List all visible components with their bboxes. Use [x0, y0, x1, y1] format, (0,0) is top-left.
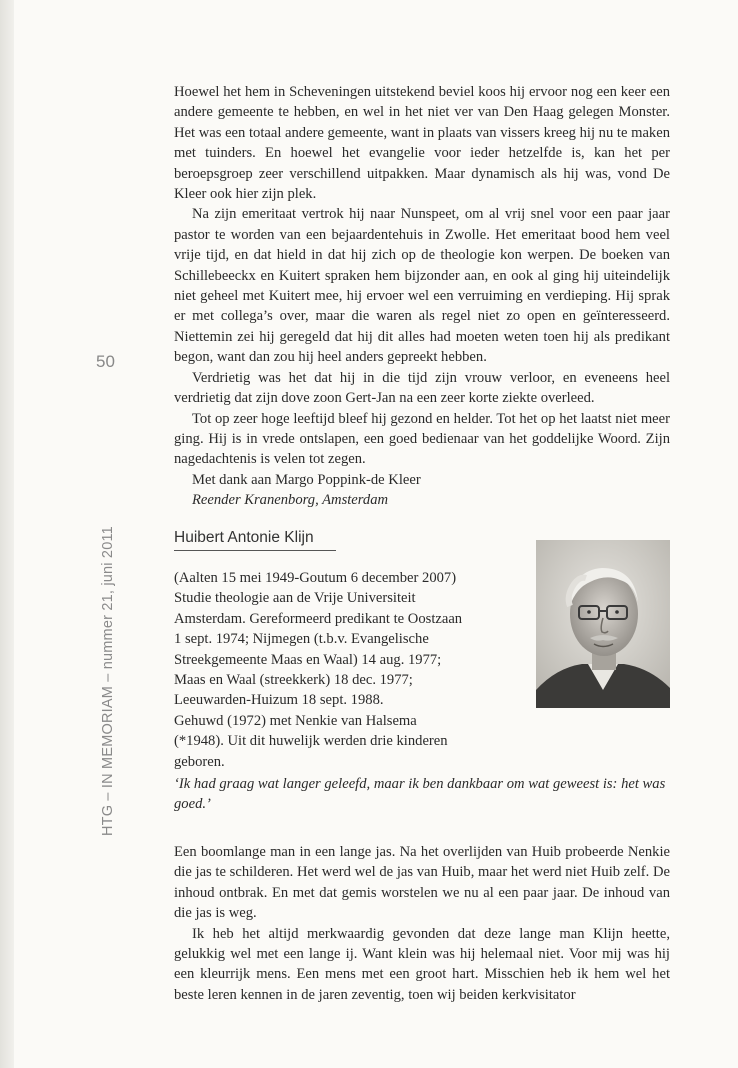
- body-paragraph: Verdrietig was het dat hij in die tijd zijn vrouw verloor, en eveneens heel verdrietig dat zijn dove zoon Gert-Jan na een zeer korte ziekte overleed.: [174, 369, 670, 407]
- body-paragraph: Tot op zeer hoge leeftijd bleef hij gezond en helder. Tot het op het laatst niet meer ging. Hij is in vrede ontslapen, een goed bedienaar van het goddelijke Woord. Zijn nagedachtenis is velen tot zegen.: [174, 410, 670, 468]
- section-heading: Huibert Antonie Klijn: [174, 529, 314, 546]
- closing-text: [174, 842, 670, 1005]
- quote: ‘Ik had graag wat langer geleefd, maar ik ben dankbaar om wat geweest is: het was goed.’: [174, 776, 666, 813]
- heading-underline: [174, 550, 336, 551]
- bio-line: (*1948). Uit dit huwelijk werden drie kinderen: [174, 733, 448, 750]
- page-number: 50: [96, 352, 115, 371]
- bio-line: Gehuwd (1972) met Nenkie van Halsema: [174, 712, 417, 729]
- portrait-photo: [536, 540, 670, 708]
- thanks-line: Met dank aan Margo Poppink-de Kleer: [192, 471, 421, 488]
- bio-line: Studie theologie aan de Vrije Universiteit: [174, 590, 416, 607]
- page-edge: [0, 0, 14, 1068]
- body-paragraph: Hoewel het hem in Scheveningen uitstekend beviel koos hij ervoor nog een keer een andere gemeente te hebben, en wel in het niet ver van Den Haag gelegen Monster. Het was een totaal andere gemeente, want in plaats van vissers kreeg hij nu te maken met tuinders. En hoewel het evangelie voor ieder hetzelfde is, kan het per beroepsgroep zeer verschillend uitpakken. Maar dynamisch als hij was, vond De Kleer ook hier zijn plek.: [174, 84, 671, 203]
- article-body: [174, 82, 670, 511]
- bio-line: (Aalten 15 mei 1949-Goutum 6 december 2007): [174, 570, 457, 586]
- portrait-illustration: [536, 540, 670, 708]
- bio-line: Streekgemeente Maas en Waal) 14 aug. 1977;: [174, 651, 442, 668]
- bio-line: Amsterdam. Gereformeerd predikant te Oostzaan: [174, 610, 463, 627]
- bio-line: Maas en Waal (streekkerk) 18 dec. 1977;: [174, 672, 413, 689]
- body-paragraph: Na zijn emeritaat vertrok hij naar Nunspeet, om al vrij snel voor een paar jaar pastor te worden van een bejaardentehuis in Zwolle. Het emeritaat bood hem veel vrije tijd, en dat hield in dat hij zich op de theologie kon werpen. De boeken van Schillebeeckx en Kuitert spraken hem bijzonder aan, en ook al ging hij uiteindelijk niet geheel met Kuitert mee, hij ervoer wel een verruiming en verdieping. Hij sprak er met collega’s over, maar die waren als regel niet zo open en geïnteresseerd. Niettemin zei hij geregeld dat hij dit alles had moeten weten toen hij als predikant begon, want dan zou hij heel anders gepreekt hebben.: [174, 206, 670, 366]
- author-signature: Reender Kranenborg, Amsterdam: [192, 492, 389, 509]
- bio-line: 1 sept. 1974; Nijmegen (t.b.v. Evangelische: [174, 631, 429, 648]
- running-head: HTG – IN MEMORIAM – nummer 21, juni 2011: [100, 526, 116, 836]
- bio-line: Leeuwarden-Huizum 18 sept. 1988.: [174, 692, 384, 709]
- body-paragraph: Ik heb het altijd merkwaardig gevonden dat deze lange man Klijn heette, gelukkig wel met een lange ij. Want klein was hij helemaal niet. Voor mij was hij een kleurrijk mens. Een mens met een groot hart. Misschien heb ik hem wel het beste leren kennen in de jaren zeventig, toen wij beiden kerkvisitator: [174, 925, 670, 1003]
- biography: [174, 568, 518, 772]
- bio-line: geboren.: [174, 753, 225, 770]
- body-paragraph: Een boomlange man in een lange jas. Na het overlijden van Huib probeerde Nenkie die jas te schilderen. Het werd wel de jas van Huib, maar het werd niet Huib zelf. De inhoud ontbrak. En met dat gemis worstelen we nu al een paar jaar. De inhoud van die jas is weg.: [174, 844, 670, 922]
